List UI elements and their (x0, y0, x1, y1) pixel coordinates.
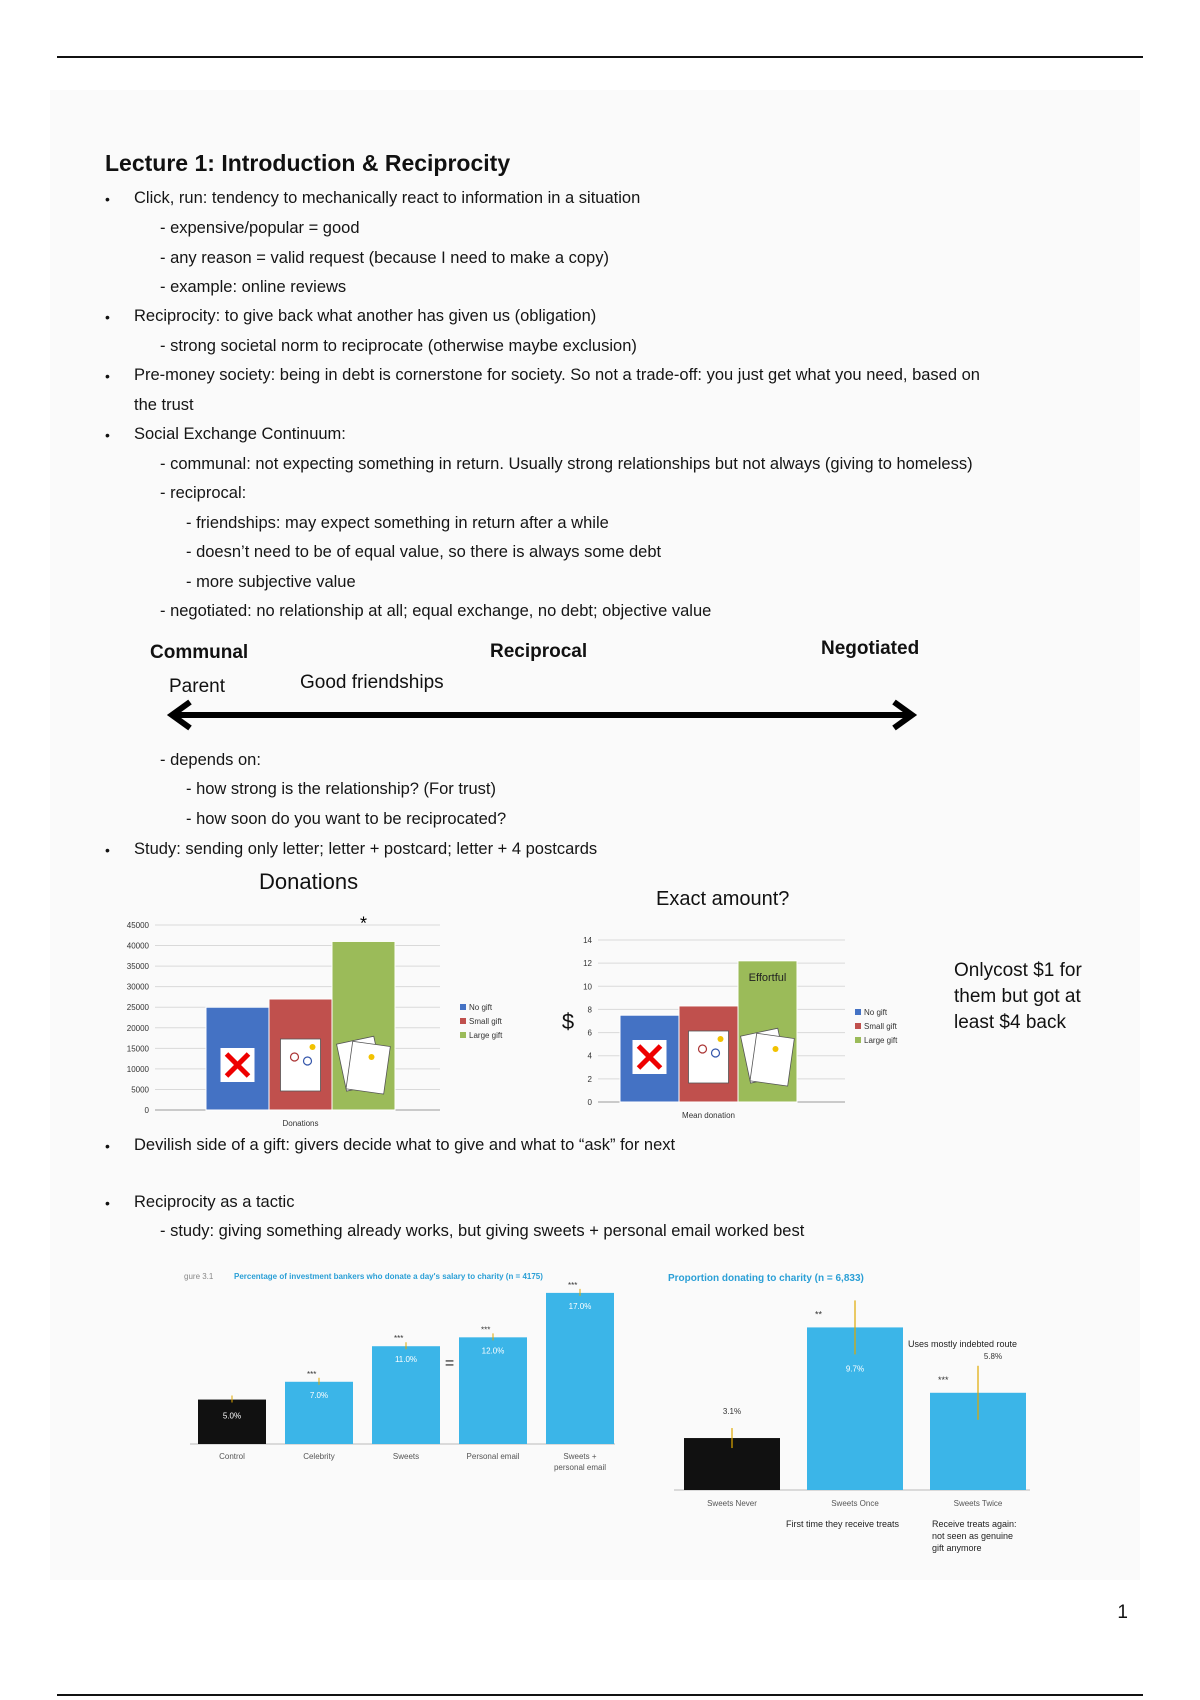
legend-label: Large gift (469, 1031, 503, 1040)
page-number: 1 (1117, 1602, 1128, 1623)
y-tick-label: 20000 (126, 1023, 149, 1033)
continuum-negotiated: Negotiated (821, 638, 920, 659)
legend-swatch (855, 1037, 861, 1043)
side-note-line: them but got at (954, 986, 1081, 1007)
postcard-icon (346, 1041, 390, 1094)
continuum-parent: Parent (169, 676, 225, 697)
chart-exact-title: Exact amount? (656, 888, 790, 910)
y-tick-label: 30000 (126, 982, 149, 992)
bullet-pre-money: Pre-money society: being in debt is cornerstone for society. So not a trade-off: you just get what you need, based on (134, 366, 980, 384)
top-rule (57, 56, 1143, 58)
bullet-reciprocity: Reciprocity: to give back what another has given us (obligation) (134, 307, 597, 325)
sub-item: - strong societal norm to reciprocate (otherwise maybe exclusion) (160, 337, 637, 355)
significance-marker: *** (938, 1374, 949, 1385)
sun-icon (369, 1054, 375, 1060)
bullet-study: Study: sending only letter; letter + postcard; letter + 4 postcards (134, 840, 598, 858)
legend-label: No gift (864, 1008, 888, 1017)
y-tick-label: 5000 (131, 1085, 149, 1095)
chart-proportion-donating (660, 1262, 1080, 1512)
side-note (954, 958, 1082, 1036)
bullet-continuation: the trust (134, 396, 194, 414)
sub-item: - communal: not expecting something in return. Usually strong relationships but not always (giving to homeless) (160, 455, 973, 473)
continuum-communal: Communal (150, 642, 249, 663)
sub-item: - example: online reviews (160, 278, 347, 296)
bullet-social-exchange: Social Exchange Continuum: (134, 425, 346, 443)
sun-icon (773, 1046, 779, 1052)
y-tick-label: 4 (587, 1051, 592, 1061)
x-tick-label: Celebrity (303, 1452, 335, 1461)
bullet-dot: • (105, 842, 110, 858)
sub-item: - reciprocal: (160, 484, 247, 502)
y-tick-label: 12 (583, 959, 592, 969)
x-tick-label: personal email (553, 1463, 607, 1472)
y-tick-label: 10 (583, 982, 592, 992)
sun-icon (310, 1044, 316, 1050)
chart-donations (110, 905, 530, 1130)
page-title: Lecture 1: Introduction & Reciprocity (105, 150, 511, 176)
bullet-dot: • (105, 1195, 110, 1211)
bullet-dot: • (105, 427, 110, 443)
bullet-click-run: Click, run: tendency to mechanically react to information in a situation (134, 189, 641, 207)
data-label: 5.0% (222, 1411, 242, 1421)
legend-label: Small gift (864, 1022, 897, 1031)
y-tick-label: 2 (587, 1074, 592, 1084)
annotation-sweets-twice: Receive treats again: not seen as genuine gift anymore (932, 1519, 1017, 1553)
x-axis-label: Mean donation (682, 1111, 735, 1120)
y-tick-label: 14 (583, 936, 592, 945)
data-label: 3.1% (722, 1407, 742, 1417)
significance-marker: *** (307, 1369, 317, 1379)
sub-item: - depends on: (160, 751, 261, 769)
x-axis-label: Donations (282, 1119, 319, 1128)
x-tick-label: Personal email (466, 1452, 520, 1461)
x-tick-label: Sweets Once (831, 1499, 879, 1508)
data-label: 11.0% (394, 1355, 418, 1365)
bullet-dot: • (105, 1138, 110, 1154)
annotation-effortful: Effortful (748, 971, 787, 984)
y-tick-label: 0 (144, 1106, 149, 1115)
legend-swatch (855, 1009, 861, 1015)
chart-donations-title: Donations (259, 869, 359, 894)
x-tick-label: Sweets Twice (953, 1499, 1003, 1508)
y-tick-label: 8 (587, 1005, 592, 1015)
y-tick-label: 10000 (126, 1064, 149, 1074)
sub-sub-item: - doesn’t need to be of equal value, so there is always some debt (186, 543, 662, 561)
sub-sub-item: - friendships: may expect something in return after a while (186, 514, 609, 532)
continuum-reciprocal: Reciprocal (490, 641, 588, 662)
postcard-icon (750, 1033, 794, 1086)
chart-exact-amount (530, 925, 910, 1150)
sub-item: - expensive/popular = good (160, 219, 360, 237)
annotation-indebted-route: Uses mostly indebted route (908, 1339, 1018, 1349)
chart-investment-bankers (180, 1262, 640, 1492)
legend-label: Small gift (469, 1017, 502, 1026)
sun-icon (718, 1036, 724, 1042)
x-tick-label: Sweets (392, 1452, 420, 1461)
bullet-dot: • (105, 309, 110, 325)
y-tick-label: 25000 (126, 1003, 149, 1013)
data-label: 5.8% (983, 1351, 1003, 1361)
y-tick-label: 40000 (126, 941, 149, 951)
bar (198, 1400, 266, 1444)
bullet-devilish: Devilish side of a gift: givers decide what to give and what to “ask” for next (134, 1136, 676, 1154)
annotation-sweets-once: First time they receive treats (786, 1519, 900, 1529)
equals-annotation: = (444, 1355, 455, 1373)
legend-label: No gift (469, 1003, 493, 1012)
x-tick-label: Sweets + (563, 1452, 597, 1461)
continuum-good-friendships: Good friendships (300, 672, 444, 693)
y-tick-label: 0 (587, 1098, 592, 1107)
sub-item: - negotiated: no relationship at all; equal exchange, no debt; objective value (160, 602, 712, 620)
data-label: 9.7% (845, 1364, 865, 1374)
sub-item: - any reason = valid request (because I need to make a copy) (160, 249, 609, 267)
significance-marker: *** (568, 1280, 578, 1290)
x-tick-label: Control (219, 1452, 245, 1461)
y-axis-label: $ (561, 1009, 575, 1034)
legend-swatch (855, 1023, 861, 1029)
data-label: 7.0% (309, 1390, 329, 1400)
legend-swatch (460, 1032, 466, 1038)
bullet-dot: • (105, 368, 110, 384)
y-tick-label: 15000 (126, 1044, 149, 1054)
significance-marker: ** (815, 1309, 823, 1320)
legend-label: Large gift (864, 1036, 898, 1045)
sub-item: - study: giving something already works, but giving sweets + personal email worked best (160, 1222, 805, 1240)
x-tick-label: Sweets Never (707, 1499, 757, 1508)
chart-title-prefix: gure 3.1 (184, 1272, 214, 1281)
bottom-rule (57, 1694, 1143, 1696)
significance-star: * (359, 913, 368, 934)
side-note-line: least $4 back (954, 1012, 1066, 1033)
legend-swatch (460, 1004, 466, 1010)
y-tick-label: 6 (587, 1028, 592, 1038)
data-label: 17.0% (568, 1301, 592, 1311)
sub-sub-item: - how soon do you want to be reciprocated? (186, 810, 507, 828)
chart-title: Percentage of investment bankers who donate a day's salary to charity (n = 4175) (234, 1272, 543, 1281)
sub-sub-item: - how strong is the relationship? (For trust) (186, 780, 496, 798)
continuum-arrow (0, 695, 1200, 735)
side-note-line: Onlycost $1 for (954, 960, 1082, 981)
y-tick-label: 35000 (126, 962, 149, 972)
bullet-tactic: Reciprocity as a tactic (134, 1193, 295, 1211)
significance-marker: *** (394, 1334, 404, 1344)
legend-swatch (460, 1018, 466, 1024)
sub-sub-item: - more subjective value (186, 573, 356, 591)
bullet-dot: • (105, 191, 110, 207)
bar (546, 1293, 614, 1444)
chart-title: Proportion donating to charity (n = 6,833) (668, 1273, 864, 1284)
data-label: 12.0% (481, 1346, 505, 1356)
significance-marker: *** (481, 1325, 491, 1335)
y-tick-label: 45000 (126, 921, 149, 930)
